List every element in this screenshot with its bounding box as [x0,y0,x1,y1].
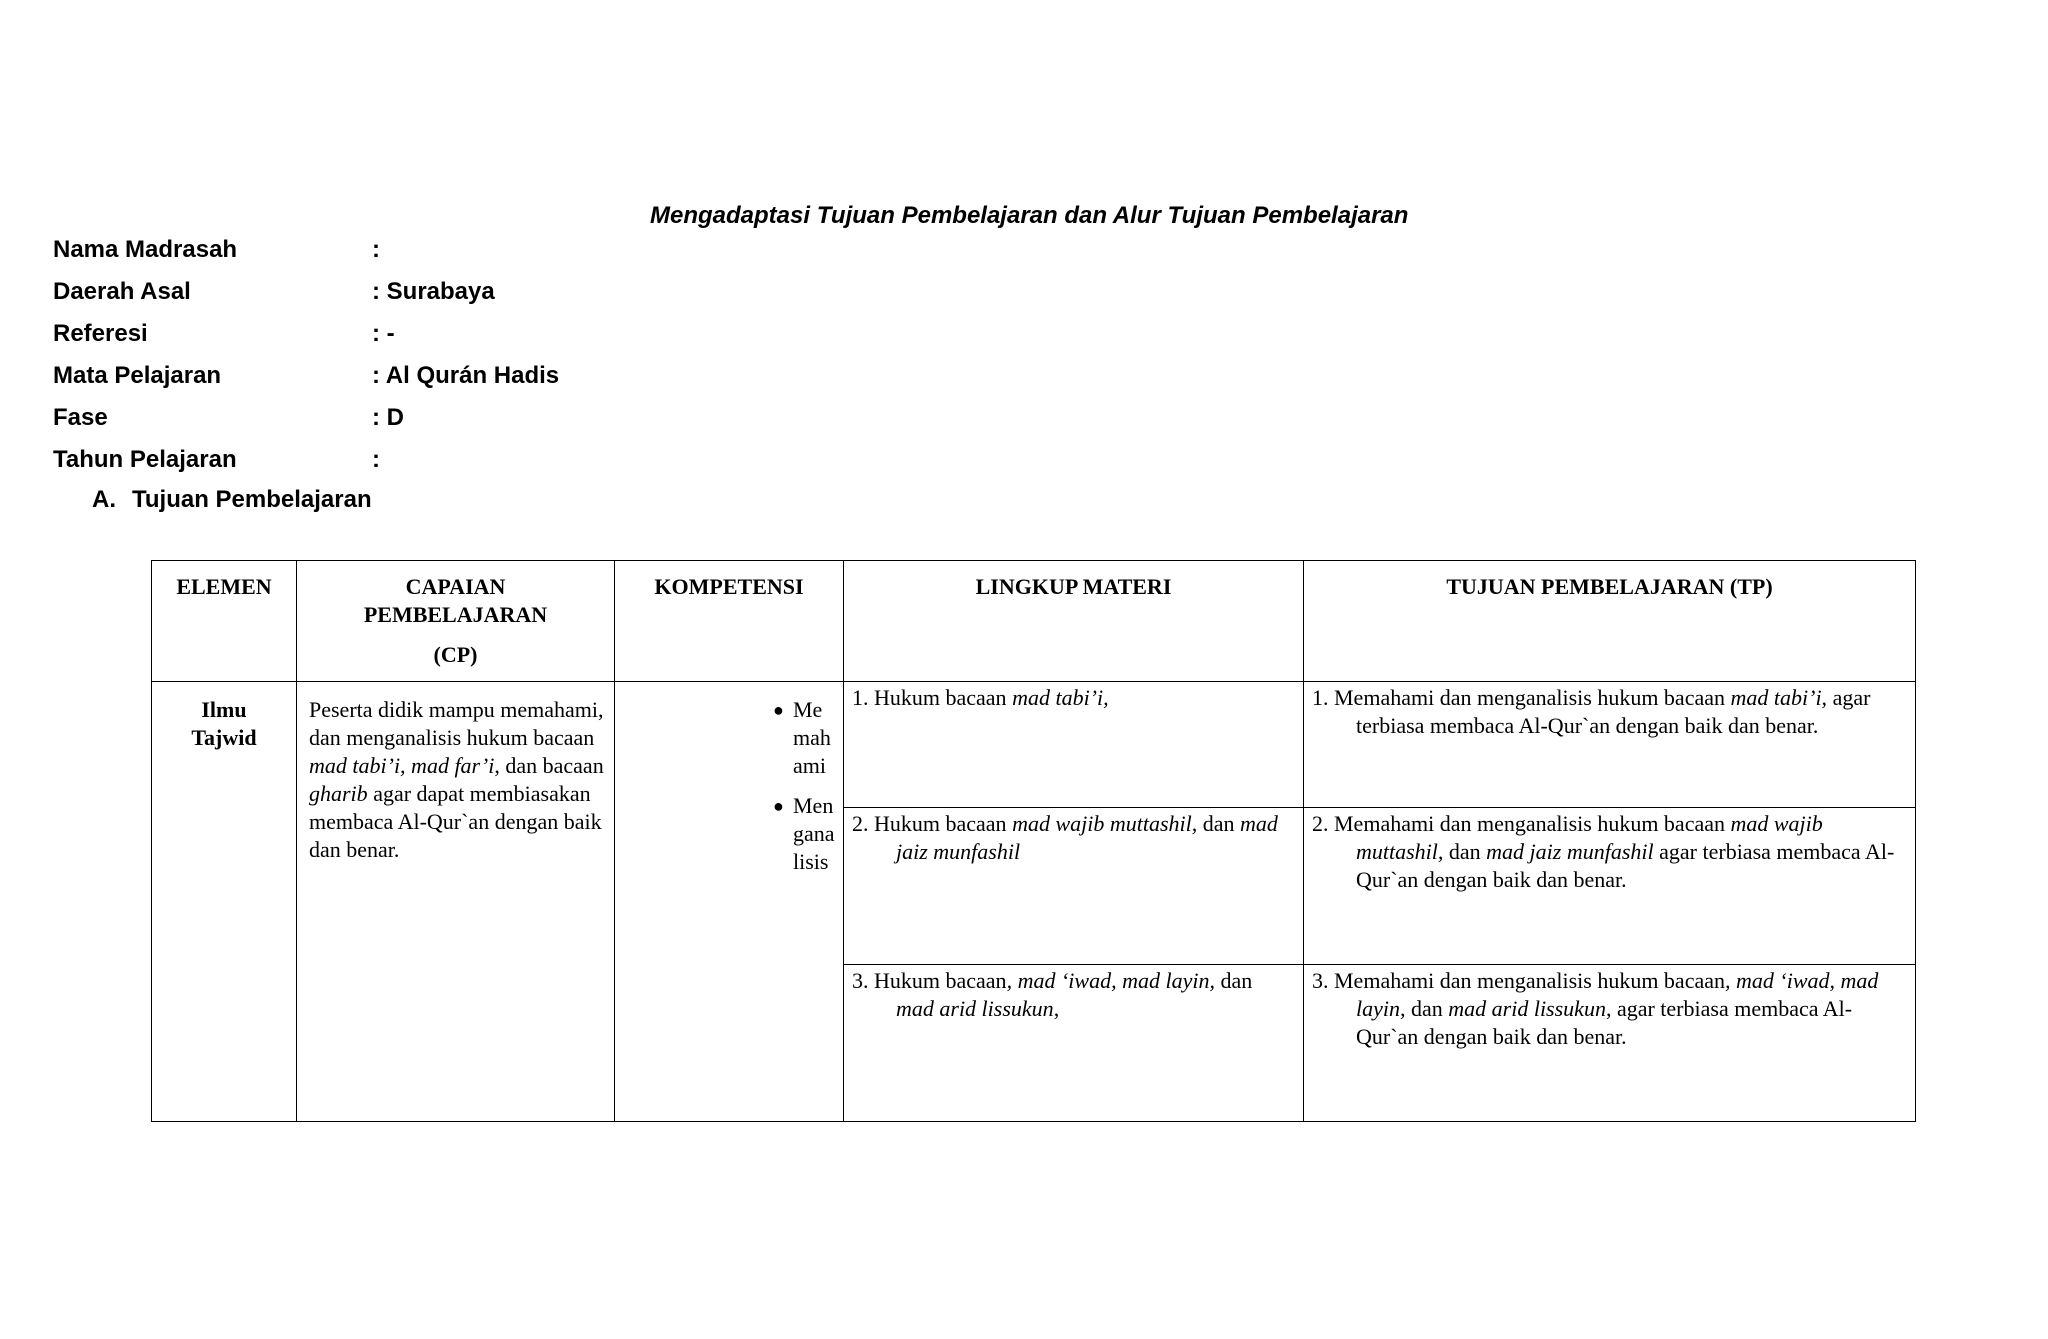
meta-value: : D [372,404,404,431]
cell-capaian [297,682,615,1122]
learning-objectives-table [151,560,1916,1122]
table-header-row [152,561,1916,682]
meta-label: Nama Madrasah [53,236,238,263]
item-number: 2. [852,811,869,836]
table-row [152,682,1916,808]
lingkup-text: Hukum bacaan [874,811,1013,836]
item-number: 3. [852,968,869,993]
list-item: ● Memahami [773,696,839,780]
lingkup-text: dan [1197,811,1241,836]
lingkup-text-italic: , mad ‘iwad, mad layin, [1006,968,1215,993]
item-number: 3. [1312,968,1329,993]
meta-value: : Surabaya [372,278,495,305]
header-cp-line: CAPAIAN [405,574,506,599]
section-title: Tujuan Pembelajaran [132,486,372,513]
section-heading [92,486,372,514]
tujuan-item [1312,684,1907,740]
meta-label: Tahun Pelajaran [53,446,237,473]
tujuan-item [1312,967,1907,1051]
cell-lingkup-materi [844,808,1304,965]
meta-label: Referesi [53,320,148,347]
meta-value: : Al Qurán Hadis [372,362,560,389]
tujuan-text: Memahami dan menganalisis hukum bacaan [1334,811,1731,836]
tujuan-text-italic: mad tabi’i, [1730,685,1828,710]
header-cp-line: PEMBELAJARAN [363,602,548,627]
lingkup-text: Hukum bacaan [874,685,1013,710]
cell-elemen [152,682,297,1122]
meta-value: : [372,446,380,473]
lingkup-text: , [1053,996,1060,1021]
header-tujuan-pembelajaran: TUJUAN PEMBELAJARAN (TP) [1304,561,1916,682]
lingkup-text: dan [1214,968,1253,993]
lingkup-text-italic: mad wajib muttashil, [1012,811,1198,836]
header-lingkup-materi: LINGKUP MATERI [844,561,1304,682]
cell-lingkup-materi [844,682,1304,808]
elemen-line: Ilmu [201,697,247,722]
lingkup-text-italic: mad jaiz munfashil [896,811,1278,864]
tujuan-text: agar terbiasa membaca Al-Qur`an dengan baik dan benar. [1356,685,1871,738]
header-capaian-pembelajaran [297,561,615,682]
lingkup-text-italic: mad tabi’i, [1012,685,1109,710]
lingkup-item [852,810,1295,866]
meta-value: : [372,236,380,263]
tujuan-text: , agar terbiasa membaca Al- Qur`an dengan baik dan benar. [1356,996,1853,1049]
kompetensi-list [773,696,839,888]
item-number: 1. [1312,685,1329,710]
tujuan-item [1312,810,1907,894]
lingkup-item [852,684,1295,712]
tujuan-text: dan [1443,839,1487,864]
cell-lingkup-materi [844,965,1304,1122]
header-kompetensi: KOMPETENSI [615,561,844,682]
cell-tujuan [1304,965,1916,1122]
document-title: Mengadaptasi Tujuan Pembelajaran dan Alur Tujuan Pembelajaran [650,202,1409,229]
cp-text: agar dapat membiasakan membaca Al-Qur`an dengan baik dan benar. [309,781,602,862]
item-number: 2. [1312,811,1329,836]
elemen-line: Tajwid [191,725,257,750]
cp-text-italic: gharib [309,781,368,806]
item-number: 1. [852,685,869,710]
section-letter: A. [92,486,116,513]
tujuan-text-italic: mad wajib muttashil, [1356,811,1823,864]
tujuan-text: dan [1405,996,1449,1021]
lingkup-item [852,967,1295,1023]
lingkup-text-italic: mad arid lissukun [896,996,1054,1021]
tujuan-text-italic: mad jaiz munfashil [1486,839,1654,864]
tujuan-text-italic: mad arid lissukun [1448,996,1606,1021]
meta-label: Mata Pelajaran [53,362,222,389]
header-cp-line: (CP) [433,642,478,667]
cell-tujuan [1304,808,1916,965]
cp-text-italic: mad tabi’i, mad far’i [309,753,495,778]
cell-kompetensi [615,682,844,1122]
meta-label: Daerah Asal [53,278,191,305]
cp-text: , dan bacaan [494,753,604,778]
cp-text: Peserta didik mampu memahami, dan menganalisis hukum bacaan [309,697,604,750]
tujuan-text-italic: , mad ‘iwad, mad layin, [1356,968,1879,1021]
list-item: ● Menganalisis [773,792,839,876]
tujuan-text: agar terbiasa membaca Al- Qur`an dengan baik dan benar. [1356,839,1895,892]
lingkup-text: Hukum bacaan [874,968,1007,993]
tujuan-text: Memahami dan menganalisis hukum bacaan [1334,968,1725,993]
cell-tujuan [1304,682,1916,808]
tujuan-text: Memahami dan menganalisis hukum bacaan [1334,685,1731,710]
meta-label: Fase [53,404,108,431]
header-elemen: ELEMEN [152,561,297,682]
meta-value: : - [372,320,395,347]
